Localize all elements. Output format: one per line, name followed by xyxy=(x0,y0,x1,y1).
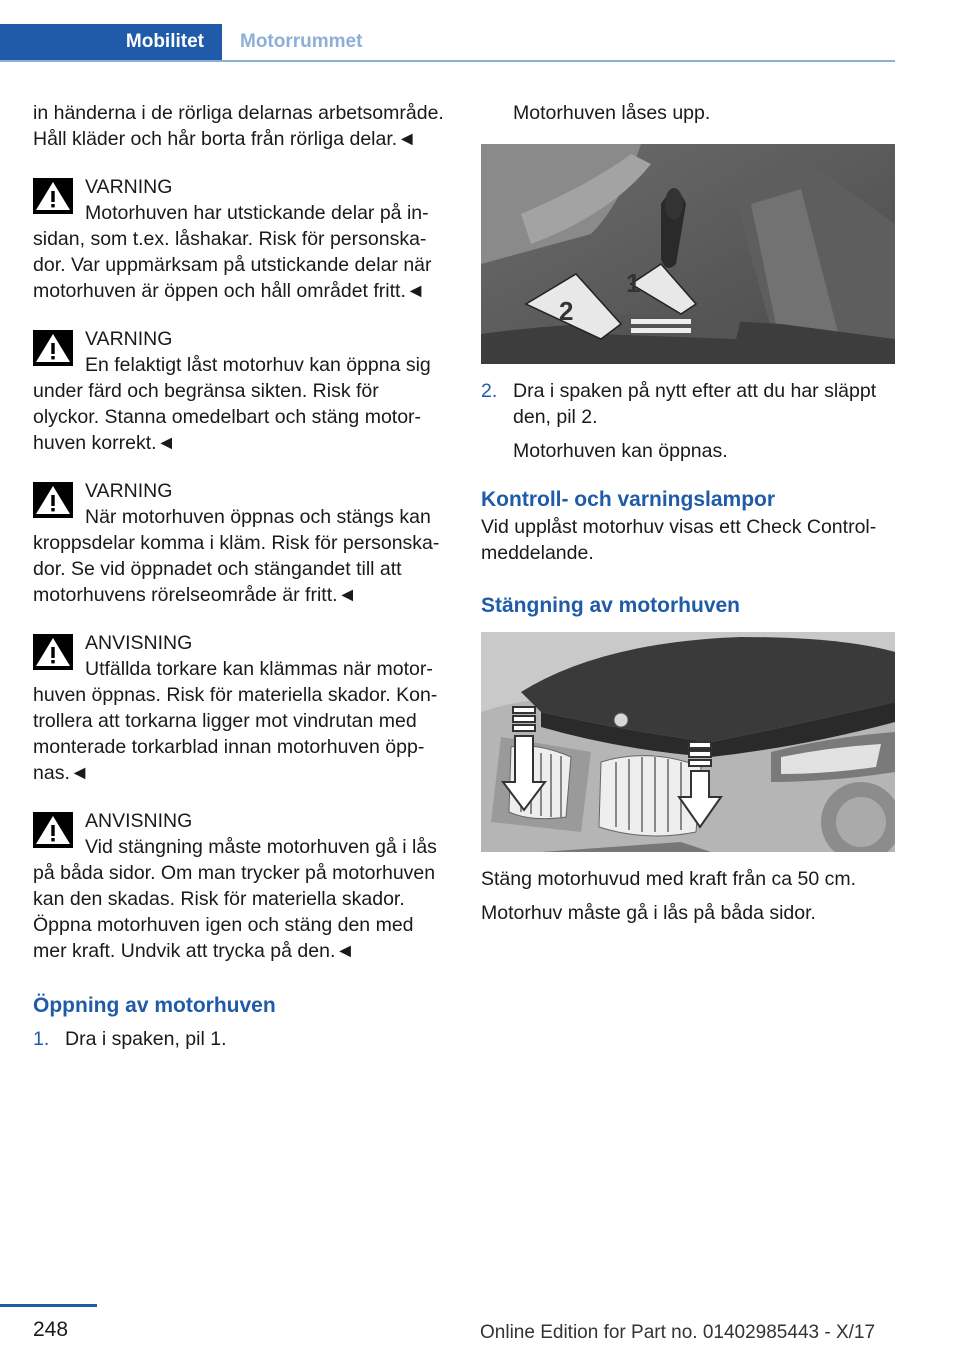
section-title-open: Öppning av motorhuven xyxy=(33,994,276,1017)
notice-heading: VARNING xyxy=(85,176,173,198)
notice-line: När motorhuven öppnas och stängs kan xyxy=(85,506,431,528)
notice-text: på båda sidor. Om man trycker på motorhuven kan den skadas. Risk för materiella skador. Öppna motorhuven igen och stäng den med mer kraft. Undvik att trycka på den.◄ xyxy=(33,862,436,962)
list-item xyxy=(481,378,895,430)
step-number: 1. xyxy=(33,1028,50,1050)
notice-block xyxy=(33,630,445,786)
notice-block xyxy=(33,326,445,456)
notice-text: under färd och begränsa sikten. Risk för olyckor. Stanna omedelbart och stäng motor-huven korrekt.◄ xyxy=(33,380,422,454)
notice-heading: VARNING xyxy=(85,328,173,350)
step-text: Dra i spaken på nytt efter att du har släppt den, pil 2. xyxy=(513,380,877,428)
warning-icon xyxy=(33,634,73,670)
step-list xyxy=(33,1026,445,1052)
notice-line: En felaktigt låst motorhuv kan öppna sig xyxy=(85,354,431,376)
footer-divider xyxy=(0,1304,97,1307)
warning-icon xyxy=(33,330,73,366)
arrow-label-2: 2 xyxy=(559,296,574,326)
notice-heading: VARNING xyxy=(85,480,173,502)
notice-text: huven öppnas. Risk för materiella skador. Kon-trollera att torkarna ligger mot vindrutan med monterade torkarblad innan motorhuven öpp-nas.◄ xyxy=(33,684,438,784)
tab-mobilitet[interactable]: Mobilitet xyxy=(0,24,222,60)
warning-icon xyxy=(33,812,73,848)
notice-heading: ANVISNING xyxy=(85,632,193,654)
warning-icon xyxy=(33,482,73,518)
section-title-close: Stängning av motorhuven xyxy=(481,594,741,617)
intro-text: in händerna i de rörliga delarnas arbetsområde. Håll kläder och hår borta från rörliga delar.◄ xyxy=(33,102,444,150)
step-subtext: Motorhuven kan öppnas. xyxy=(513,440,728,462)
lamps-text: Vid upplåst motorhuv visas ett Check Control-meddelande. xyxy=(481,516,877,564)
notice-line: Utfällda torkare kan klämmas när motor- xyxy=(85,658,433,680)
notice-block xyxy=(33,808,445,964)
notice-line: Vid stängning måste motorhuven gå i lås xyxy=(85,836,437,858)
close-text-1: Stäng motorhuvud med kraft från ca 50 cm. xyxy=(481,868,857,890)
step-number: 2. xyxy=(481,380,498,402)
close-text-2: Motorhuv måste gå i lås på båda sidor. xyxy=(481,902,816,924)
notice-text: kroppsdelar komma i kläm. Risk för personska-dor. Se vid öppnadet och stängandet till att motorhuvens rörelseområde är fritt.◄ xyxy=(33,532,440,606)
header-bar xyxy=(0,24,895,62)
header-divider xyxy=(0,60,895,62)
notice-text: sidan, som t.ex. låshakar. Risk för personska-dor. Var uppmärksam på utstickande delar när motorhuven är öppen och håll området fritt.◄ xyxy=(33,228,432,302)
left-column xyxy=(33,100,445,1052)
unlock-text: Motorhuven låses upp. xyxy=(513,102,711,124)
notice-block xyxy=(33,478,445,608)
step-list xyxy=(481,378,895,430)
list-item xyxy=(33,1026,445,1052)
notice-line: Motorhuven har utstickande delar på in- xyxy=(85,202,429,224)
step-text: Dra i spaken, pil 1. xyxy=(65,1028,227,1050)
arrow-label-1: 1 xyxy=(626,268,641,298)
notice-block xyxy=(33,174,445,304)
notice-heading: ANVISNING xyxy=(85,810,193,832)
section-title-lamps: Kontroll- och varningslampor xyxy=(481,488,776,511)
edition-footer: Online Edition for Part no. 01402985443 - X/17 xyxy=(480,1322,876,1343)
hood-closing-photo xyxy=(481,632,895,852)
right-column xyxy=(481,100,895,926)
page-number: 248 xyxy=(33,1318,69,1341)
hood-lever-photo xyxy=(481,144,895,364)
warning-icon xyxy=(33,178,73,214)
tab-motorrummet[interactable]: Motorrummet xyxy=(240,31,363,52)
